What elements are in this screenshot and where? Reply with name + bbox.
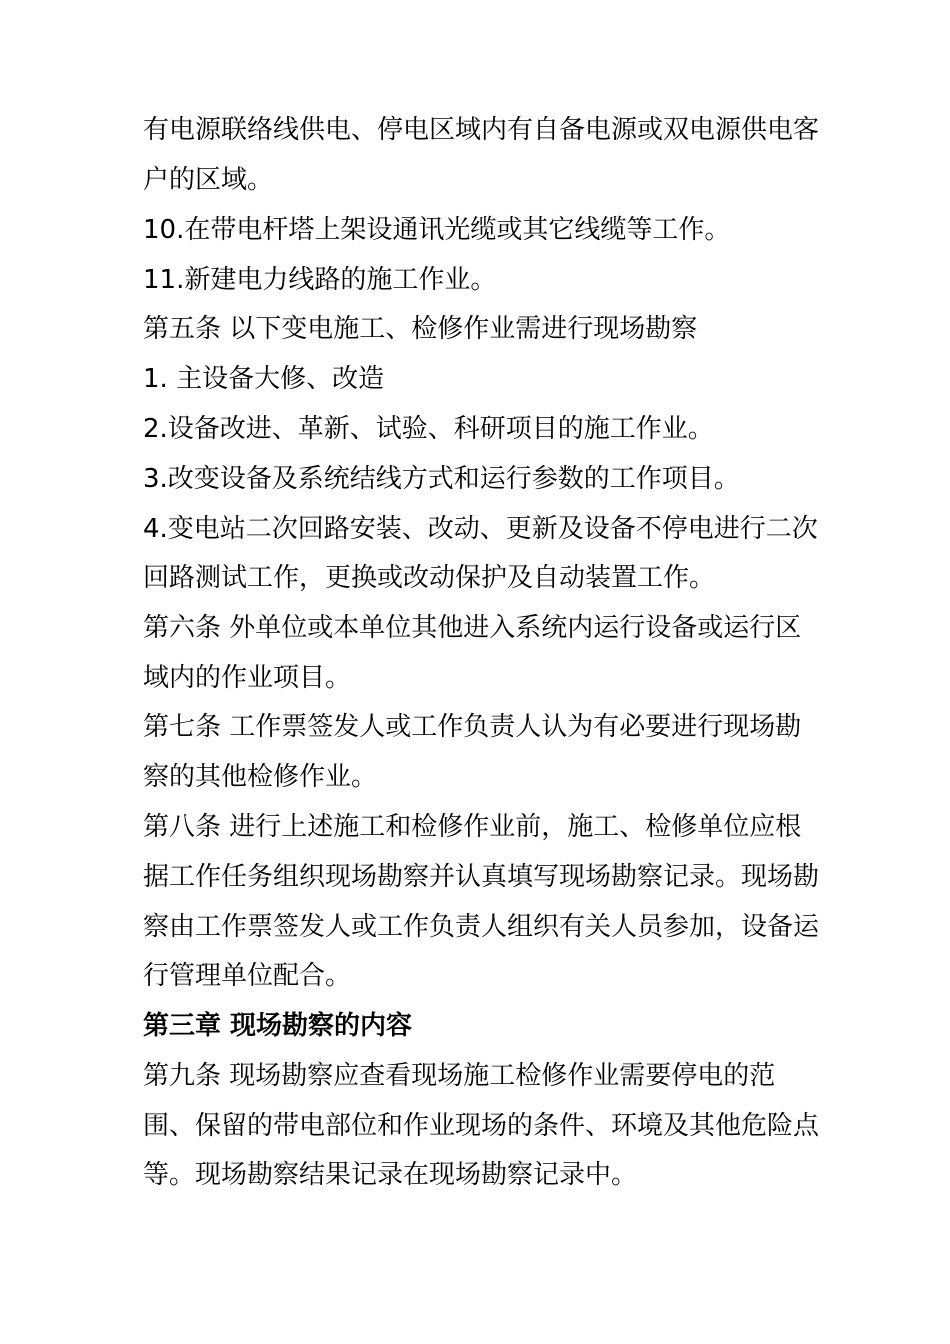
- text-line: 3.改变设备及系统结线方式和运行参数的工作项目。: [143, 464, 740, 494]
- text-line: 等。现场勘察结果记录在现场勘察记录中。: [143, 1160, 638, 1190]
- text-line: 11.新建电力线路的施工作业。: [143, 265, 497, 295]
- article-paragraph: 第八条 进行上述施工和检修作业前，施工、检修单位应根: [143, 812, 802, 842]
- text-line: 2.设备改进、革新、试验、科研项目的施工作业。: [143, 414, 714, 444]
- text-line: 4.变电站二次回路安装、改动、更新及设备不停电进行二次: [143, 514, 818, 544]
- article-paragraph: 第六条 外单位或本单位其他进入系统内运行设备或运行区: [143, 613, 802, 643]
- text-line: 户的区域。: [143, 165, 274, 195]
- text-line: 围、保留的带电部位和作业现场的条件、环境及其他危险点: [143, 1111, 820, 1141]
- text-line: 行管理单位配合。: [143, 961, 352, 991]
- text-line: 有电源联络线供电、停电区域内有自备电源或双电源供电客: [143, 115, 820, 145]
- text-line: 据工作任务组织现场勘察并认真填写现场勘察记录。现场勘: [143, 862, 820, 892]
- text-line: 10.在带电杆塔上架设通讯光缆或其它线缆等工作。: [143, 215, 731, 245]
- article-heading: 第五条 以下变电施工、检修作业需进行现场勘察: [143, 314, 698, 344]
- article-paragraph: 第九条 现场勘察应查看现场施工检修作业需要停电的范: [143, 1061, 776, 1091]
- article-paragraph: 第七条 工作票签发人或工作负责人认为有必要进行现场勘: [143, 712, 802, 742]
- text-line: 察的其他检修作业。: [143, 762, 378, 792]
- chapter-heading: 第三章 现场勘察的内容: [143, 1011, 413, 1041]
- text-line: 域内的作业项目。: [143, 663, 352, 693]
- text-line: 察由工作票签发人或工作负责人组织有关人员参加，设备运: [143, 912, 820, 942]
- text-line: 1. 主设备大修、改造: [143, 364, 385, 394]
- text-line: 回路测试工作，更换或改动保护及自动装置工作。: [143, 563, 716, 593]
